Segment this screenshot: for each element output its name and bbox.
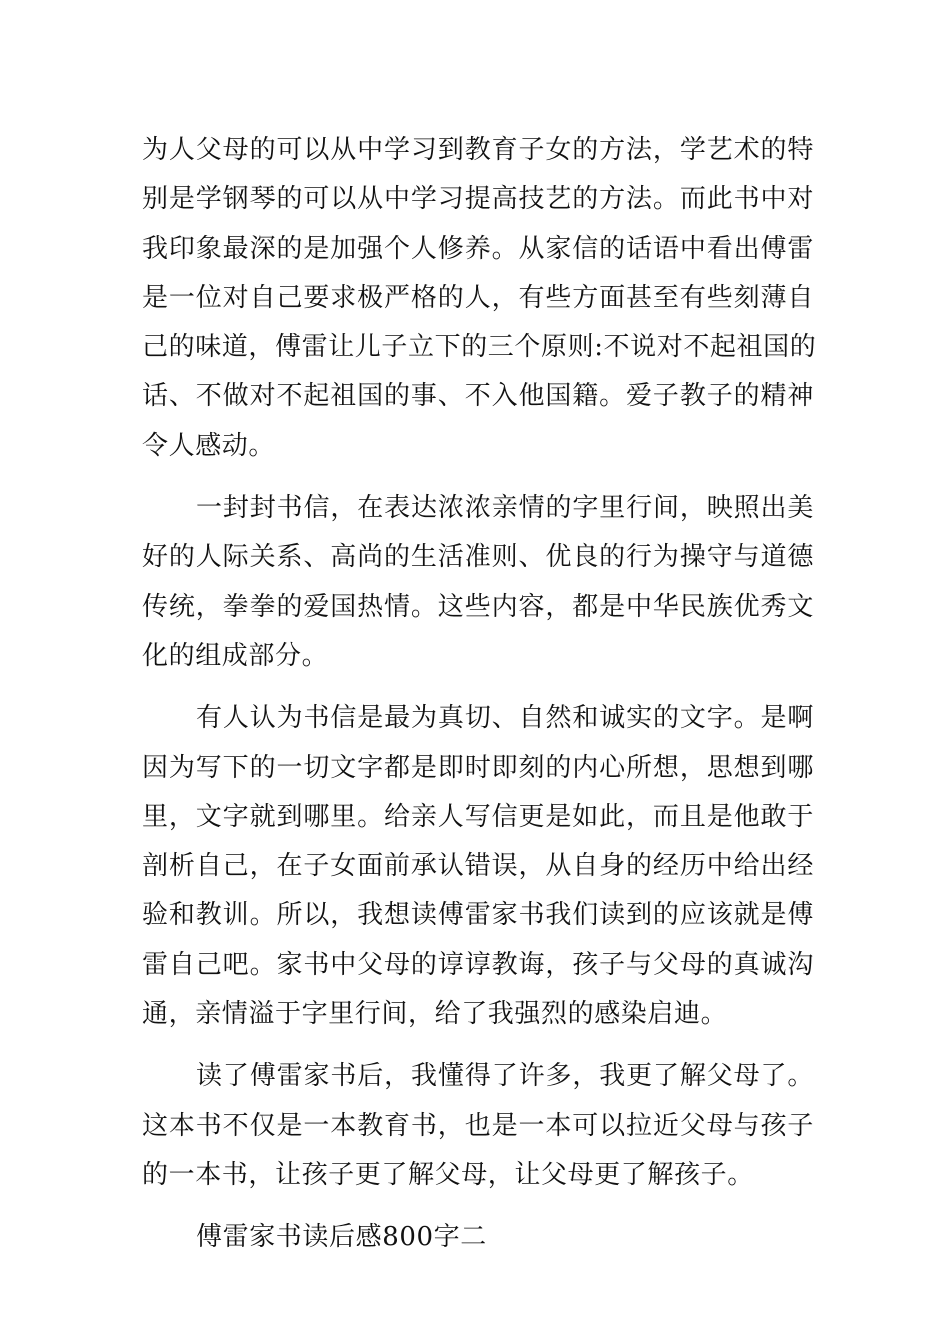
text-line: 是一位对自己要求极严格的人，有些方面甚至有些刻薄自 — [142, 282, 814, 313]
text-line: 己的味道，傅雷让儿子立下的三个原则:不说对不起祖国的 — [142, 332, 817, 363]
text-line: 好的人际关系、高尚的生活准则、优良的行为操守与道德 — [142, 542, 814, 573]
paragraph-4 — [142, 1052, 814, 1200]
text-line: 有人认为书信是最为真切、自然和诚实的文字。是啊 — [196, 703, 814, 734]
text-line: 传统，拳拳的爱国热情。这些内容，都是中华民族优秀文 — [142, 591, 814, 622]
text-line: 我印象最深的是加强个人修养。从家信的话语中看出傅雷 — [142, 233, 814, 264]
text-line: 通，亲情溢于字里行间，给了我强烈的感染启迪。 — [142, 999, 728, 1030]
paragraph-1 — [142, 126, 817, 471]
text-line: 的一本书，让孩子更了解父母，让父母更了解孩子。 — [142, 1159, 754, 1190]
text-line: 验和教训。所以，我想读傅雷家书我们读到的应该就是傅 — [142, 900, 814, 931]
text-line: 这本书不仅是一本教育书，也是一本可以拉近父母与孩子 — [142, 1110, 814, 1141]
text-line: 令人感动。 — [142, 430, 276, 461]
text-line: 话、不做对不起祖国的事、不入他国籍。爱子教子的精神 — [142, 381, 814, 412]
section-heading-text: 傅雷家书读后感800字二 — [196, 1222, 487, 1253]
text-line: 雷自己吧。家书中父母的谆谆教诲，孩子与父母的真诚沟 — [142, 949, 814, 980]
text-line: 一封封书信，在表达浓浓亲情的字里行间，映照出美 — [196, 493, 814, 524]
text-line: 化的组成部分。 — [142, 640, 329, 671]
document-body — [142, 126, 817, 1263]
text-line: 里，文字就到哪里。给亲人写信更是如此，而且是他敢于 — [142, 801, 814, 832]
text-line: 别是学钢琴的可以从中学习提高技艺的方法。而此书中对 — [142, 184, 814, 215]
text-line: 因为写下的一切文字都是即时即刻的内心所想，思想到哪 — [142, 752, 814, 783]
paragraph-2 — [142, 484, 814, 681]
text-line: 剖析自己，在子女面前承认错误，从自身的经历中给出经 — [142, 851, 814, 882]
section-heading — [142, 1213, 814, 1262]
text-line: 为人父母的可以从中学习到教育子女的方法，学艺术的特 — [142, 135, 814, 165]
text-line: 读了傅雷家书后，我懂得了许多，我更了解父母了。 — [196, 1061, 814, 1092]
paragraph-3 — [142, 694, 814, 1039]
